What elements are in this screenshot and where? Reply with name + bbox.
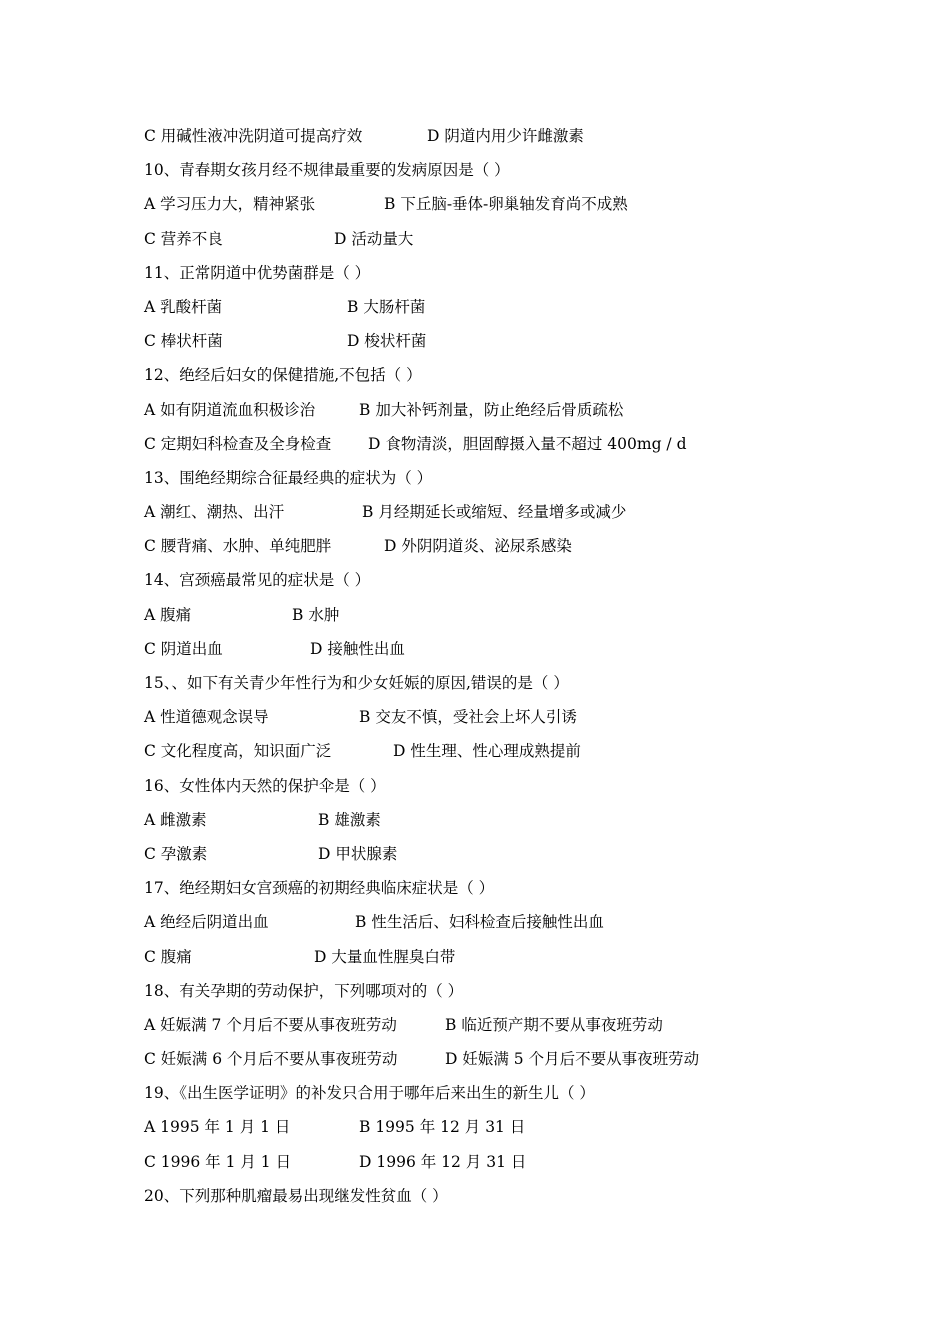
- option-text: A 如有阴道流血积极诊治: [144, 400, 316, 419]
- option-text: D 大量血性腥臭白带: [314, 947, 456, 966]
- question-text: 12、绝经后妇女的保健措施,不包括（ ）: [144, 366, 422, 385]
- option-text: B 加大补钙剂量，防止绝经后骨质疏松: [359, 400, 624, 419]
- question-text: 14、宫颈癌最常见的症状是（ ）: [144, 571, 371, 590]
- option-row: [144, 1012, 864, 1046]
- option-text: B 交友不慎，受社会上坏人引诱: [359, 708, 577, 727]
- option-text: A 潮红、潮热、出汗: [144, 503, 285, 522]
- option-text: B 月经期延长或缩短、经量增多或减少: [362, 503, 627, 522]
- option-row: [144, 636, 864, 670]
- option-text: B 临近预产期不要从事夜班劳动: [445, 1015, 663, 1034]
- option-row: [144, 1046, 864, 1080]
- option-text: B 雄激素: [318, 810, 381, 829]
- option-row: [144, 738, 864, 772]
- option-text: C 腰背痛、水肿、单纯肥胖: [144, 537, 332, 556]
- question-text: 18、有关孕期的劳动保护，下列哪项对的（ ）: [144, 981, 464, 1000]
- option-text: B 1995 年 12 月 31 日: [359, 1118, 526, 1137]
- option-text: A 妊娠满 7 个月后不要从事夜班劳动: [144, 1015, 397, 1034]
- question-text: 17、绝经期妇女宫颈癌的初期经典临床症状是（ ）: [144, 879, 495, 898]
- option-row: [144, 1149, 864, 1183]
- option-row: [144, 397, 864, 431]
- option-row: [144, 499, 864, 533]
- question-text: 19、《出生医学证明》的补发只合用于哪年后来出生的新生儿（ ）: [144, 1084, 595, 1103]
- option-row: [144, 294, 864, 328]
- option-row: [144, 226, 864, 260]
- question-text: 11、正常阴道中优势菌群是（ ）: [144, 263, 371, 282]
- option-text: A 雌激素: [144, 810, 207, 829]
- option-text: D 阴道内用少许雌激素: [427, 127, 584, 145]
- option-row: [144, 533, 864, 567]
- option-text: C 1996 年 1 月 1 日: [144, 1152, 292, 1171]
- option-text: A 学习压力大，精神紧张: [144, 195, 316, 214]
- question-text: 13、围绝经期综合征最经典的症状为（ ）: [144, 468, 433, 487]
- option-text: B 性生活后、妇科检查后接触性出血: [355, 913, 604, 932]
- option-text: A 性道德观念误导: [144, 708, 269, 727]
- option-row: [144, 431, 864, 465]
- option-row: [144, 328, 864, 362]
- option-text: D 1996 年 12 月 31 日: [359, 1152, 527, 1171]
- option-row: [144, 841, 864, 875]
- option-row: [144, 123, 864, 157]
- option-row: [144, 1114, 864, 1148]
- question-text: 15、、如下有关青少年性行为和少女妊娠的原因,错误的是（ ）: [144, 674, 569, 692]
- option-text: A 1995 年 1 月 1 日: [144, 1118, 291, 1137]
- option-text: C 文化程度高，知识面广泛: [144, 742, 332, 761]
- question-text: 16、女性体内天然的保护伞是（ ）: [144, 776, 386, 795]
- option-text: D 活动量大: [334, 229, 414, 248]
- option-row: [144, 944, 864, 978]
- option-text: B 水肿: [292, 605, 340, 624]
- option-text: C 营养不良: [144, 229, 223, 248]
- option-text: D 接触性出血: [310, 639, 405, 658]
- option-text: D 梭状杆菌: [347, 332, 427, 351]
- option-row: [144, 191, 864, 225]
- option-text: C 定期妇科检查及全身检查: [144, 434, 332, 453]
- option-text: A 乳酸杆菌: [144, 297, 223, 316]
- option-text: B 大肠杆菌: [347, 297, 426, 316]
- option-row: [144, 807, 864, 841]
- option-text: C 腹痛: [144, 947, 192, 966]
- option-text: C 妊娠满 6 个月后不要从事夜班劳动: [144, 1050, 398, 1069]
- option-text: D 食物清淡，胆固醇摄入量不超过 400mg / d: [368, 434, 687, 453]
- option-row: [144, 602, 864, 636]
- option-text: B 下丘脑-垂体-卵巢轴发育尚不成熟: [384, 195, 628, 214]
- question-list: [144, 123, 864, 1217]
- option-text: D 性生理、性心理成熟提前: [393, 742, 581, 761]
- option-row: [144, 909, 864, 943]
- option-text: D 甲状腺素: [318, 844, 398, 863]
- question-text: 20、下列那种肌瘤最易出现继发性贫血（ ）: [144, 1186, 448, 1205]
- option-text: D 外阴阴道炎、泌尿系感染: [384, 537, 572, 556]
- option-text: C 棒状杆菌: [144, 332, 223, 351]
- question-text: 10、青春期女孩月经不规律最重要的发病原因是（ ）: [144, 161, 510, 180]
- option-text: A 绝经后阴道出血: [144, 913, 269, 932]
- option-row: [144, 704, 864, 738]
- option-text: D 妊娠满 5 个月后不要从事夜班劳动: [445, 1050, 700, 1069]
- option-text: C 用碱性液冲洗阴道可提高疗效: [144, 127, 363, 145]
- option-text: C 阴道出血: [144, 639, 223, 658]
- option-text: C 孕激素: [144, 844, 208, 863]
- option-text: A 腹痛: [144, 605, 192, 624]
